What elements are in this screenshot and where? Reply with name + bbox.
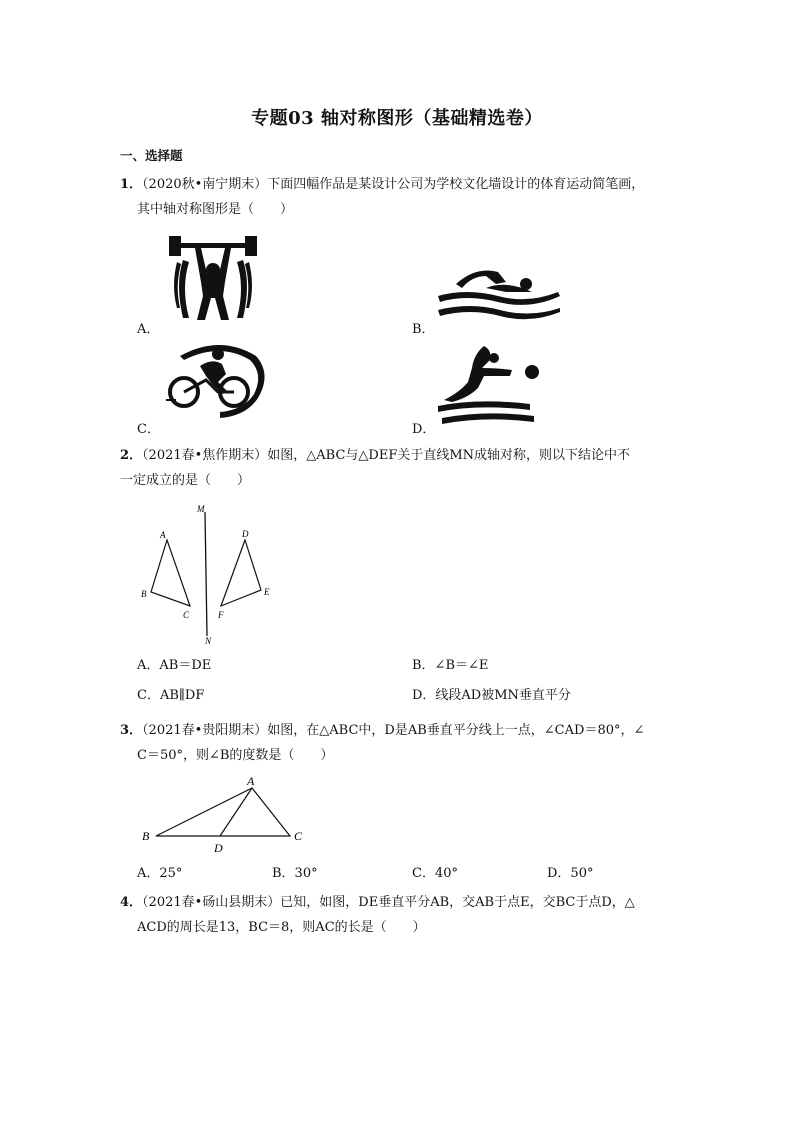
q2-option-c[interactable]: C．AB∥DF bbox=[137, 688, 205, 703]
question-text-line1: （2020秋•南宁期末）下面四幅作品是某设计公司为学校文化墙设计的体育运动简笔画， bbox=[142, 177, 645, 192]
q1-option-a-label[interactable]: A． bbox=[137, 322, 160, 337]
question-number: 2． bbox=[120, 448, 143, 463]
volleyball-icon[interactable] bbox=[438, 342, 548, 428]
q2-option-b[interactable]: B．∠B＝∠E bbox=[412, 658, 489, 673]
question-text-line1: （2021春•焦作期末）如图，△ABC与△DEF关于直线MN成轴对称，则以下结论中不 bbox=[142, 448, 631, 463]
question-text-line2: 其中轴对称图形是（ ） bbox=[137, 202, 294, 217]
q2-option-a[interactable]: A．AB＝DE bbox=[137, 658, 212, 673]
question-3 bbox=[120, 718, 680, 768]
triangle-abc bbox=[151, 540, 190, 606]
triangle-figure bbox=[140, 772, 315, 857]
question-number: 3． bbox=[120, 723, 143, 738]
weightlifting-icon[interactable] bbox=[165, 234, 265, 324]
label-d: D bbox=[242, 529, 249, 539]
question-text-line1: （2021春•贵阳期末）如图，在△ABC中，D是AB垂直平分线上一点，∠CAD＝80°，∠ bbox=[142, 723, 645, 738]
label-d: D bbox=[214, 841, 223, 855]
section-heading: 一、选择题 bbox=[120, 148, 183, 163]
cycling-icon[interactable] bbox=[160, 340, 270, 422]
q2-option-d[interactable]: D．线段AD被MN垂直平分 bbox=[412, 688, 571, 703]
label-a: A bbox=[160, 530, 166, 540]
line-mn bbox=[205, 512, 207, 636]
page-title: 专题03 轴对称图形（基础精选卷） bbox=[251, 108, 543, 129]
q3-option-b[interactable]: B．30° bbox=[272, 866, 318, 881]
triangle-abc bbox=[156, 788, 290, 836]
q1-option-b-label[interactable]: B． bbox=[412, 322, 435, 337]
q3-option-c[interactable]: C．40° bbox=[412, 866, 458, 881]
label-b: B bbox=[142, 829, 150, 843]
label-e: E bbox=[264, 587, 270, 597]
label-c: C bbox=[294, 829, 303, 843]
question-text-line1: （2021春•砀山县期末）已知，如图，DE垂直平分AB，交AB于点E，交BC于点D，△ bbox=[142, 895, 635, 910]
question-2 bbox=[120, 443, 680, 493]
segment-ad bbox=[220, 788, 252, 836]
question-number: 4． bbox=[120, 895, 143, 910]
q1-option-d-label[interactable]: D． bbox=[412, 422, 436, 437]
q3-option-d[interactable]: D．50° bbox=[547, 866, 594, 881]
label-b: B bbox=[141, 589, 147, 599]
symmetry-figure bbox=[135, 500, 285, 650]
question-text-line2: ACD的周长是13，BC＝8，则AC的长是（ ） bbox=[137, 920, 426, 935]
swimming-icon[interactable] bbox=[436, 262, 564, 324]
question-4 bbox=[120, 890, 680, 940]
label-c: C bbox=[183, 610, 190, 620]
question-text-line2: C＝50°，则∠B的度数是（ ） bbox=[137, 748, 334, 763]
label-m: M bbox=[197, 504, 205, 514]
question-1 bbox=[120, 172, 680, 222]
label-a: A bbox=[247, 774, 255, 788]
question-text-line2: 一定成立的是（ ） bbox=[120, 473, 251, 488]
q1-option-c-label[interactable]: C． bbox=[137, 422, 160, 437]
triangle-def bbox=[221, 540, 261, 606]
label-f: F bbox=[218, 610, 224, 620]
q3-option-a[interactable]: A．25° bbox=[137, 866, 183, 881]
label-n: N bbox=[205, 636, 212, 646]
question-number: 1． bbox=[120, 177, 143, 192]
